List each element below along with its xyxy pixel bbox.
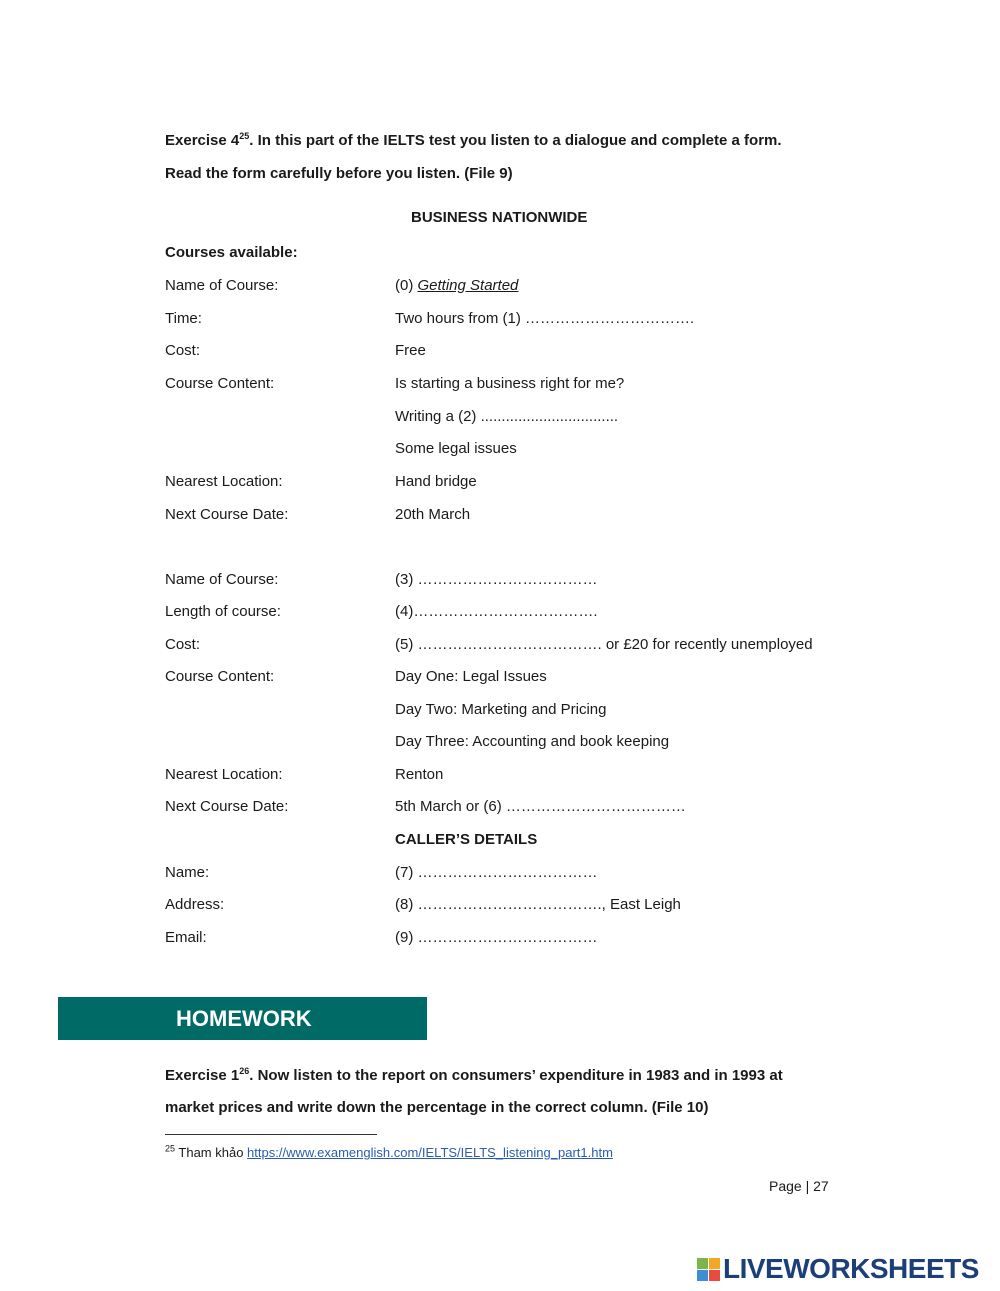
course1-time-value: Two hours from (1) …………………………….: [395, 310, 695, 327]
course2-content-3: Day Three: Accounting and book keeping: [395, 733, 670, 750]
course2-date-blank[interactable]: 5th March or (6) ………………………………: [395, 798, 686, 815]
course1-cost-label: Cost:: [165, 342, 201, 359]
course2-content-1: Day One: Legal Issues: [395, 668, 547, 685]
caller-address-blank[interactable]: (8) ………………………………., East Leigh: [395, 896, 681, 913]
liveworksheets-logo-icon: [697, 1258, 720, 1281]
course1-name-example: Getting Started: [417, 277, 519, 294]
footnote-link[interactable]: https://www.examenglish.com/IELTS/IELTS_listening_part1.htm: [247, 1145, 613, 1160]
course2-length-label: Length of course:: [165, 603, 281, 620]
course2-name-blank[interactable]: (3) ………………………………: [395, 571, 598, 588]
footnote-divider: [165, 1134, 377, 1135]
course1-date-value: 20th March: [395, 506, 471, 523]
caller-details-heading: CALLER’S DETAILS: [395, 831, 538, 848]
exercise-4-line-1: [165, 130, 782, 152]
course2-content-2: Day Two: Marketing and Pricing: [395, 701, 607, 718]
course1-name-label: Name of Course:: [165, 277, 279, 294]
liveworksheets-logo[interactable]: [697, 1252, 979, 1286]
course2-location-label: Nearest Location:: [165, 766, 283, 783]
course1-name-value: [395, 275, 518, 297]
homework-title: HOMEWORK: [176, 1006, 312, 1031]
course1-location-value: Hand bridge: [395, 473, 477, 490]
footnote-number: 25: [165, 1143, 176, 1154]
exercise-4-prefix: Exercise 4: [165, 132, 240, 149]
course1-location-label: Nearest Location:: [165, 473, 283, 490]
caller-email-blank[interactable]: (9) ………………………………: [395, 929, 598, 946]
exercise-1-line-1: [165, 1065, 783, 1087]
course1-content-3: Some legal issues: [395, 440, 517, 457]
course1-cost-value: Free: [395, 342, 426, 359]
course2-name-label: Name of Course:: [165, 571, 279, 588]
form-title: BUSINESS NATIONWIDE: [411, 209, 588, 226]
exercise-4-footnote-ref: 25: [239, 131, 250, 141]
course1-content-label: Course Content:: [165, 375, 275, 392]
exercise-4-line-2: Read the form carefully before you listen. (File 9): [165, 165, 513, 182]
exercise-1-prefix: Exercise 1: [165, 1067, 240, 1084]
exercise-1-line-2: market prices and write down the percentage in the correct column. (File 10): [165, 1099, 709, 1116]
caller-name-blank[interactable]: (7) ………………………………: [395, 864, 598, 881]
exercise-1-footnote-ref: 26: [239, 1066, 250, 1076]
course2-cost-label: Cost:: [165, 636, 201, 653]
courses-heading: Courses available:: [165, 244, 298, 261]
footnote: [165, 1144, 613, 1162]
caller-email-label: Email:: [165, 929, 207, 946]
caller-address-label: Address:: [165, 896, 225, 913]
course2-length-blank[interactable]: (4)……………………………….: [395, 603, 598, 620]
course1-content-1: Is starting a business right for me?: [395, 375, 625, 392]
course2-cost-blank[interactable]: (5) ………………………………. or £20 for recently unemployed: [395, 636, 813, 653]
page-number: Page | 27: [769, 1178, 829, 1194]
course1-content-2: Writing a (2) .................................: [395, 408, 619, 425]
liveworksheets-logo-text: LIVEWORKSHEETS: [723, 1253, 979, 1284]
course2-location-value: Renton: [395, 766, 444, 783]
course1-name-prefix: (0): [395, 277, 418, 294]
course2-date-label: Next Course Date:: [165, 798, 289, 815]
exercise-1-instruction: . Now listen to the report on consumers’ expenditure in 1983 and in 1993 at: [249, 1067, 783, 1084]
homework-banner: [58, 997, 427, 1040]
course1-date-label: Next Course Date:: [165, 506, 289, 523]
course2-content-label: Course Content:: [165, 668, 275, 685]
footnote-text: Tham khảo: [175, 1145, 248, 1160]
course1-time-label: Time:: [165, 310, 202, 327]
caller-name-label: Name:: [165, 864, 210, 881]
exercise-4-instruction: . In this part of the IELTS test you listen to a dialogue and complete a form.: [249, 132, 782, 149]
